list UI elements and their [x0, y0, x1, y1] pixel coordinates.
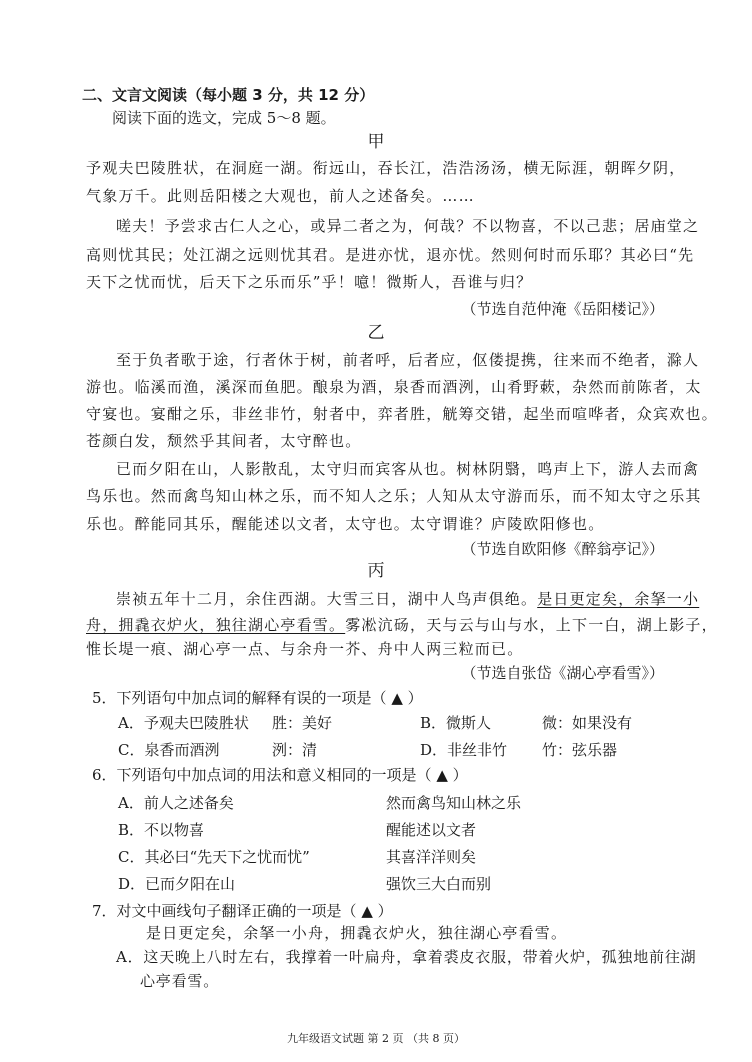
question-6-option-left: A．前人之述备矣 — [118, 794, 234, 812]
question-7-sentence: 是日更定矣，余拏一小舟，拥毳衣炉火，独往湖心亭看雪。 — [146, 924, 568, 942]
passage-yi-source: （节选自欧阳修《醉翁亭记》） — [461, 540, 664, 558]
underlined-sentence: 舟，拥毳衣炉火，独往湖心亭看雪。 — [86, 616, 346, 634]
instruction-text: 阅读下面的选文，完成 5～8 题。 — [112, 109, 336, 127]
question-6-option-right: 强饮三大白而别 — [386, 875, 492, 893]
question-5-gloss: 竹：弦乐器 — [542, 741, 618, 759]
passage-bing-title: 丙 — [367, 561, 385, 581]
question-5-option: B．微斯人 — [420, 714, 492, 732]
passage-jia-title: 甲 — [367, 132, 385, 152]
question-5-option: A．予观夫巴陵胜状 — [118, 714, 249, 732]
passage-bing-source: （节选自张岱《湖心亭看雪》） — [461, 664, 664, 682]
page-footer: 九年级语文试题 第 2 页 （共 8 页） — [287, 1032, 465, 1045]
question-7-option-a-cont: 心亭看雪。 — [140, 972, 220, 990]
question-5-gloss: 胜：美好 — [272, 714, 333, 732]
passage-yi-line: 鸟乐也。然而禽鸟知山林之乐，而不知人之乐；人知从太守游而乐，而不知太守之乐其 — [86, 487, 702, 505]
question-5-gloss: 微：如果没有 — [542, 714, 633, 732]
passage-jia-line: 予观夫巴陵胜状，在洞庭一湖。衔远山，吞长江，浩浩汤汤，横无际涯，朝晖夕阴， — [86, 159, 686, 177]
passage-yi-line: 守宴也。宴酣之乐，非丝非竹，射者中，弈者胜，觥筹交错，起坐而喧哗者，众宾欢也。 — [86, 405, 718, 423]
underlined-sentence: 是日更定矣，余拏一小 — [537, 590, 700, 608]
passage-yi-line: 苍颜白发，颓然乎其间者，太守醉也。 — [86, 432, 362, 450]
question-6-option-right: 然而禽鸟知山林之乐 — [386, 794, 522, 812]
question-7-stem: 7．对文中画线句子翻译正确的一项是（ ▲ ） — [92, 902, 393, 920]
passage-jia-source: （节选自范仲淹《岳阳楼记》） — [461, 300, 664, 318]
question-5-stem: 5．下列语句中加点词的解释有误的一项是（ ▲ ） — [92, 689, 423, 707]
question-5-option: D．非丝非竹 — [420, 741, 508, 759]
passage-yi-line: 游也。临溪而渔，溪深而鱼肥。酿泉为酒，泉香而酒洌，山肴野蔌，杂然而前陈者，太 — [86, 378, 702, 396]
question-7-option-a: A．这天晚上八时左右，我撑着一叶扁舟，拿着裘皮衣服，带着火炉，孤独地前往湖 — [116, 948, 697, 966]
passage-bing-text: 雾凇沆砀，天与云与山与水，上下一白，湖上影子， — [345, 616, 718, 634]
passage-jia-line: 高则忧其民；处江湖之远则忧其君。是进亦忧，退亦忧。然则何时而乐耶？其必曰“先 — [86, 246, 695, 264]
passage-jia-line: 天下之忧而忧，后天下之乐而乐”乎！噫！微斯人，吾谁与归？ — [86, 273, 533, 291]
passage-bing-line: 惟长堤一痕、湖心亭一点、与余舟一芥、舟中人两三粒而已。 — [86, 640, 524, 658]
passage-yi-line: 至于负者歌于途，行者休于树，前者呼，后者应，伛偻提携，往来而不绝者，滁人 — [116, 351, 700, 369]
section-heading: 二、文言文阅读（每小题 3 分，共 12 分） — [82, 86, 375, 104]
passage-bing-text: 崇祯五年十二月，余住西湖。大雪三日，湖中人鸟声俱绝。 — [116, 590, 538, 608]
question-6-option-right: 其喜洋洋则矣 — [386, 848, 477, 866]
question-6-option-right: 醒能述以文者 — [386, 821, 477, 839]
question-5-option: C．泉香而酒洌 — [118, 741, 220, 759]
question-6-option-left: B．不以物喜 — [118, 821, 205, 839]
question-6-option-left: C．其必曰“先天下之忧而忧” — [118, 848, 310, 866]
question-5-gloss: 洌：清 — [272, 741, 318, 759]
passage-yi-title: 乙 — [367, 323, 385, 343]
question-6-stem: 6．下列语句中加点词的用法和意义相同的一项是（ ▲ ） — [92, 766, 468, 784]
passage-bing-line — [116, 588, 752, 610]
passage-yi-line: 已而夕阳在山，人影散乱，太守归而宾客从也。树林阴翳，鸣声上下，游人去而禽 — [116, 460, 700, 478]
passage-yi-line: 乐也。醉能同其乐，醒能述以文者，太守也。太守谓谁？庐陵欧阳修也。 — [86, 515, 605, 533]
passage-jia-line: 嗟夫！予尝求古仁人之心，或异二者之为，何哉？不以物喜，不以己悲；居庙堂之 — [116, 217, 700, 235]
passage-jia-line: 气象万千。此则岳阳楼之大观也，前人之述备矣。…… — [86, 187, 475, 205]
passage-bing-line — [86, 614, 752, 636]
question-6-option-left: D．已而夕阳在山 — [118, 875, 236, 893]
